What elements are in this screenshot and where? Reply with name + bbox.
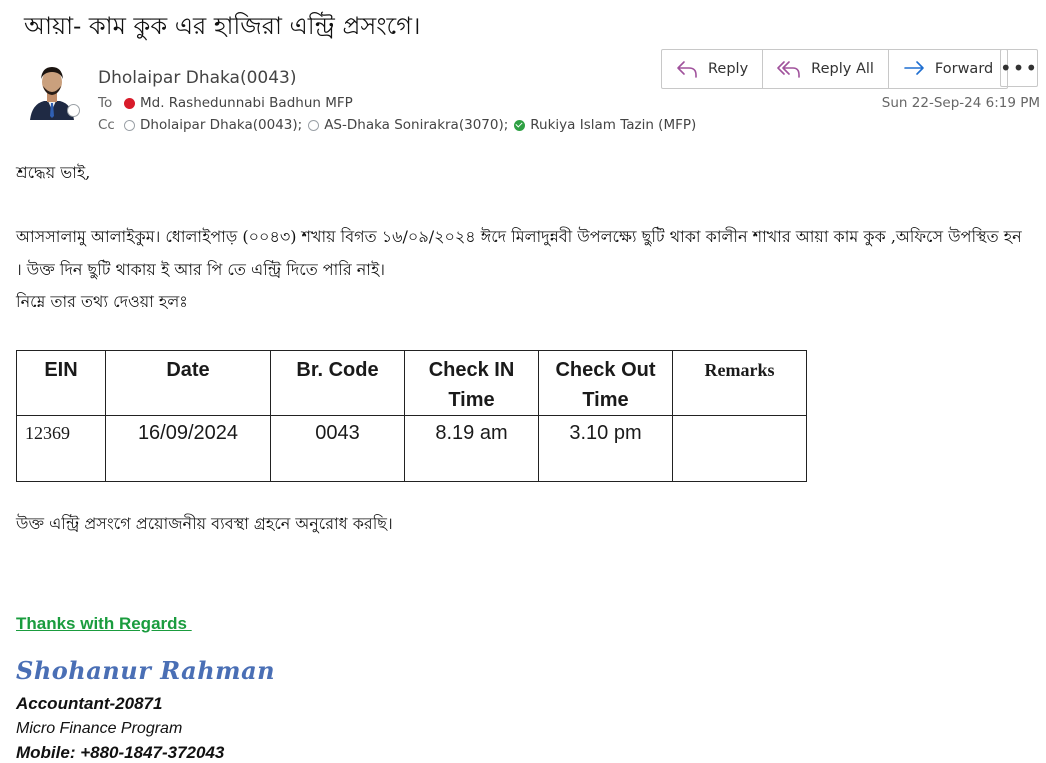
greeting: শ্রদ্ধেয় ভাই,	[16, 163, 91, 182]
more-actions-button[interactable]: •••	[1000, 49, 1038, 87]
signature-program: Micro Finance Program	[16, 720, 183, 737]
reply-all-button[interactable]	[763, 50, 889, 88]
attendance-table	[16, 350, 807, 482]
body-paragraph-line: নিম্নে তার তথ্য দেওয়া হলঃ	[16, 292, 188, 311]
table-header-cell: Check Out Time	[539, 351, 673, 416]
table-row	[17, 416, 807, 482]
reply-button[interactable]	[662, 50, 763, 88]
sender-name[interactable]: Dholaipar Dhaka(0043)	[98, 68, 297, 88]
body-paragraph-line: । উক্ত দিন ছুটি থাকায় ই আর পি তে এন্ট্রি দিতে পারি নাই।	[16, 260, 385, 279]
table-header-cell: Remarks	[673, 351, 807, 416]
table-cell: 0043	[271, 416, 405, 482]
forward-icon	[903, 60, 925, 78]
reply-all-icon	[777, 60, 801, 78]
available-status-icon	[514, 120, 525, 131]
cc-recipient[interactable]: Dholaipar Dhaka(0043);	[140, 117, 303, 133]
cc-line	[98, 117, 696, 133]
table-cell: 3.10 pm	[539, 416, 673, 482]
sent-date: Sun 22-Sep-24 6:19 PM	[881, 95, 1040, 111]
forward-button[interactable]	[889, 50, 1007, 88]
body-paragraph-line: আসসালামু আলাইকুম। ধোলাইপাড় (০০৪৩) শখায় বিগত ১৬/০৯/২০২৪ ঈদে মিলাদুন্নবী উপলক্ষ্যে ছুটি থাকা কালীন শাখার আয়া কাম কুক ,অফিসে উপস্থিত হন	[16, 227, 1022, 246]
forward-label: Forward	[934, 61, 994, 77]
table-header-cell: Date	[106, 351, 271, 416]
reply-all-label: Reply All	[811, 61, 874, 77]
to-recipient[interactable]: Md. Rashedunnabi Badhun MFP	[140, 95, 353, 111]
table-header-cell: EIN	[17, 351, 106, 416]
table-cell	[673, 416, 807, 482]
table-cell: 16/09/2024	[106, 416, 271, 482]
table-cell: 12369	[17, 416, 106, 482]
closing-line: উক্ত এন্ট্রি প্রসংগে প্রয়োজনীয় ব্যবস্থা গ্রহনে অনুরোধ করছি।	[16, 514, 393, 533]
cc-recipient[interactable]: AS-Dhaka Sonirakra(3070);	[324, 117, 509, 133]
reply-icon	[676, 60, 698, 78]
to-line	[98, 95, 353, 111]
signature-mobile: Mobile: +880-1847-372043	[16, 743, 225, 762]
to-label: To	[98, 95, 113, 111]
email-subject: আয়া- কাম কুক এর হাজিরা এন্ট্রি প্রসংগে।	[24, 12, 421, 40]
signature-title: Accountant-20871	[16, 694, 163, 713]
table-cell: 8.19 am	[405, 416, 539, 482]
action-button-group	[661, 49, 1008, 89]
thanks-regards: Thanks with Regards	[16, 614, 192, 633]
sender-presence-icon	[67, 104, 80, 117]
unknown-status-icon	[124, 120, 135, 131]
unknown-status-icon	[308, 120, 319, 131]
table-header-row	[17, 351, 807, 416]
table-header-cell: Br. Code	[271, 351, 405, 416]
reply-label: Reply	[708, 61, 749, 77]
busy-status-icon	[124, 98, 135, 109]
table-header-cell: Check IN Time	[405, 351, 539, 416]
signature-name: Shohanur Rahman	[16, 656, 276, 685]
cc-label: Cc	[98, 117, 115, 133]
cc-recipient[interactable]: Rukiya Islam Tazin (MFP)	[530, 117, 697, 133]
